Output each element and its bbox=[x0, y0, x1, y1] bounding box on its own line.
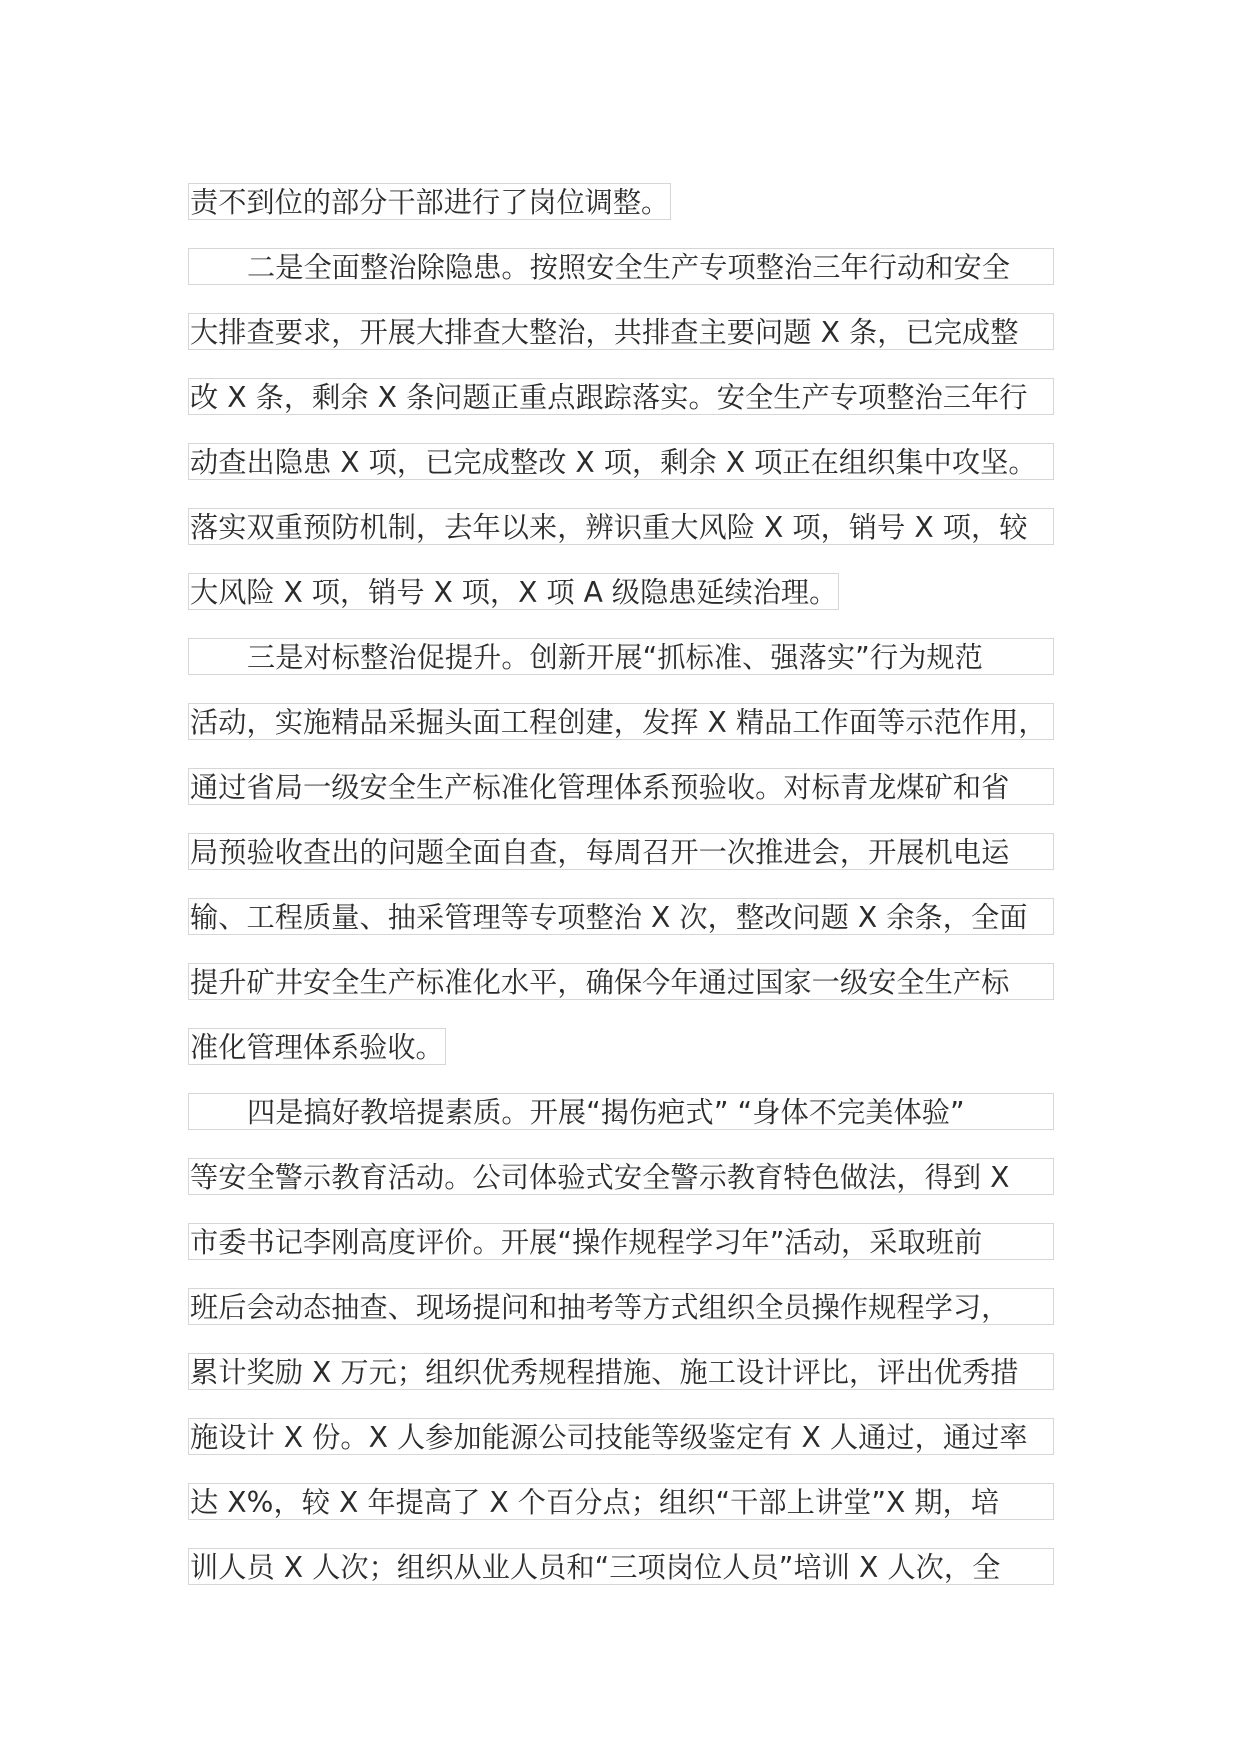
text-line-content: 改 X 条，剩余 X 条问题正重点跟踪落实。安全生产专项整治三年行 bbox=[188, 378, 1054, 415]
text-line bbox=[188, 367, 1058, 432]
text-line-content: 提升矿井安全生产标准化水平，确保今年通过国家一级安全生产标 bbox=[188, 963, 1054, 1000]
text-line-content: 责不到位的部分干部进行了岗位调整。 bbox=[188, 183, 671, 220]
text-line bbox=[188, 172, 1058, 237]
text-line bbox=[188, 627, 1058, 692]
text-line bbox=[188, 1472, 1058, 1537]
text-line bbox=[188, 1017, 1058, 1082]
text-line bbox=[188, 1407, 1058, 1472]
text-line-content: 四是搞好教培提素质。开展“揭伤疤式” “身体不完美体验” bbox=[188, 1093, 1054, 1130]
text-line-content: 准化管理体系验收。 bbox=[188, 1028, 446, 1065]
text-line bbox=[188, 497, 1058, 562]
text-line-content: 局预验收查出的问题全面自查，每周召开一次推进会，开展机电运 bbox=[188, 833, 1054, 870]
text-line bbox=[188, 237, 1058, 302]
text-line-content: 市委书记李刚高度评价。开展“操作规程学习年”活动，采取班前 bbox=[188, 1223, 1054, 1260]
text-line bbox=[188, 1212, 1058, 1277]
text-line bbox=[188, 692, 1058, 757]
text-line-content: 班后会动态抽查、现场提问和抽考等方式组织全员操作规程学习， bbox=[188, 1288, 1054, 1325]
text-line-content: 施设计 X 份。X 人参加能源公司技能等级鉴定有 X 人通过，通过率 bbox=[188, 1418, 1054, 1455]
text-line-content: 达 X%，较 X 年提高了 X 个百分点；组织“干部上讲堂”X 期，培 bbox=[188, 1483, 1054, 1520]
text-line-content: 三是对标整治促提升。创新开展“抓标准、强落实”行为规范 bbox=[188, 638, 1054, 675]
text-line bbox=[188, 1277, 1058, 1342]
text-line-content: 大排查要求，开展大排查大整治，共排查主要问题 X 条，已完成整 bbox=[188, 313, 1054, 350]
text-line bbox=[188, 1082, 1058, 1147]
body-text bbox=[188, 172, 1058, 1602]
text-line bbox=[188, 952, 1058, 1017]
text-line bbox=[188, 562, 1058, 627]
text-line-content: 二是全面整治除隐患。按照安全生产专项整治三年行动和安全 bbox=[188, 248, 1054, 285]
text-line bbox=[188, 757, 1058, 822]
text-line bbox=[188, 887, 1058, 952]
text-line bbox=[188, 1147, 1058, 1212]
text-line bbox=[188, 1537, 1058, 1602]
text-line-content: 等安全警示教育活动。公司体验式安全警示教育特色做法，得到 X bbox=[188, 1158, 1054, 1195]
text-line-content: 大风险 X 项，销号 X 项，X 项 A 级隐患延续治理。 bbox=[188, 573, 839, 610]
text-line-content: 通过省局一级安全生产标准化管理体系预验收。对标青龙煤矿和省 bbox=[188, 768, 1054, 805]
text-line bbox=[188, 822, 1058, 887]
text-line-content: 活动，实施精品采掘头面工程创建，发挥 X 精品工作面等示范作用， bbox=[188, 703, 1054, 740]
text-line bbox=[188, 302, 1058, 367]
text-line-content: 输、工程质量、抽采管理等专项整治 X 次，整改问题 X 余条，全面 bbox=[188, 898, 1054, 935]
text-line-content: 累计奖励 X 万元；组织优秀规程措施、施工设计评比，评出优秀措 bbox=[188, 1353, 1054, 1390]
text-line bbox=[188, 432, 1058, 497]
text-line-content: 动查出隐患 X 项，已完成整改 X 项，剩余 X 项正在组织集中攻坚。 bbox=[188, 443, 1054, 480]
text-line bbox=[188, 1342, 1058, 1407]
text-line-content: 落实双重预防机制，去年以来，辨识重大风险 X 项，销号 X 项，较 bbox=[188, 508, 1054, 545]
text-line-content: 训人员 X 人次；组织从业人员和“三项岗位人员”培训 X 人次，全 bbox=[188, 1548, 1054, 1585]
